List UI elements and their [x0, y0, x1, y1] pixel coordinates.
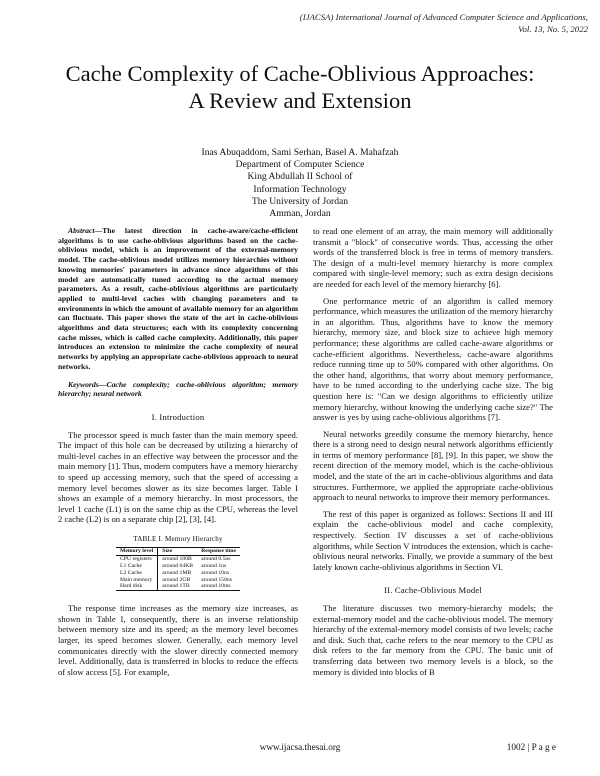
table-cell: Main memory — [116, 577, 158, 584]
table-cell: CPU registers — [116, 556, 158, 563]
author-names: Inas Abuqaddom, Sami Serhan, Basel A. Mahafzah — [201, 147, 399, 158]
table-cell: L2 Cache — [116, 570, 158, 577]
table-row — [116, 556, 240, 563]
journal-volume: Vol. 13, No. 5, 2022 — [518, 23, 588, 34]
memory-hierarchy-table — [116, 547, 240, 591]
right-paragraph-3: Neural networks greedily consume the memory hierarchy, hence there is a strong need to design neural network algorithms efficiently in terms of memory performance [8], [9]. In this paper, we show the recent direction of the memory model, which is the cache-oblivious model, and the state of the art in cache-oblivious algorithms and data structures. Furthermore, we applied the appropriate cache-oblivious approach to neural networks to improve their memory performances. — [313, 428, 553, 503]
table-caption: TABLE I. Memory Hierarchy — [133, 534, 223, 543]
affiliation-university: The University of Jordan — [251, 195, 349, 207]
title-line-2: A Review and Extension — [188, 88, 412, 113]
right-paragraph-2: One performance metric of an algorithm is called memory performance, which measures the utilization of the memory hierarchy in an algorithm. Thus, algorithms have to know the memory hierarchy, memory size, and block size to achieve high memory performance; these algorithms are called cache-aware algorithms or cache-efficient algorithms. Nevertheless, cache-aware algorithms reduce running time up to 50% compared with other algorithms. On the other hand, algorithms, that worry about memory performance, have to be tuned according to the underlying cache size. The big question here is: "Can we design algorithms to efficiently utilize memory hierarchy, without knowing the underlying cache size?" The answer is yes by using cache-oblivious algorithms [7]. — [313, 295, 553, 423]
table-cell: around 1MB — [162, 569, 192, 576]
table-cell: around 1TB — [162, 583, 190, 590]
table-header-cell: Memory level — [116, 548, 158, 556]
affiliation-city: Amman, Jordan — [269, 208, 331, 220]
footer-url: www.ijacsa.thesai.org — [259, 742, 341, 752]
table-cell: L1 Cache — [116, 563, 158, 570]
table-cell: around 10ms — [201, 583, 231, 590]
affiliation-school: King Abdullah II School of — [247, 171, 353, 183]
table-cell: around 100B — [162, 556, 192, 563]
table-header-cell: Response time — [197, 548, 240, 556]
table-row — [116, 563, 240, 570]
abstract-text: —The latest direction in cache-aware/cache-efficient algorithms is to use cache-oblivious algorithms based on the cache-oblivious model, which is an improvement of the external-memory model. The cache-oblivious model utilizes memory hierarchies without knowing memories' parameters in advance since algorithms of this model are automatically tuned according to the actual memory parameters. As a result, cache-oblivious algorithms are particularly applied to multi-level caches with changing parameters and to environments in which the amount of available memory for an algorithm can fluctuate. This paper shows the state of the art in cache-oblivious algorithms and data structures; each with its complexity concerning cache misses, which is called cache complexity. Additionally, this paper introduces an extension to minimize the cache complexity of neural networks by applying an appropriate cache-oblivious approach to neural networks. — [58, 226, 298, 371]
intro-paragraph-1: The processor speed is much faster than the main memory speed. The impact of this hole can be decreased by utilizing a hierarchy of multi-level caches in an effective way between the processor and the main memory [1]. Thus, modern computers have a memory hierarchy to speed up accessing memory, such that the speed of accessing a memory level becomes slower as its size becomes larger. Table I shows an example of a memory hierarchy. In most processors, the level 1 cache (L1) is on the same chip as the CPU, whereas the level 2 cache (L2) is on a separate chip [2], [3], [4]. — [58, 429, 298, 525]
affiliation-dept: Department of Computer Science — [235, 159, 365, 171]
author-block — [100, 147, 500, 220]
table-header-row — [116, 548, 240, 556]
keywords — [58, 380, 298, 399]
affiliation-school-2: Information Technology — [253, 183, 347, 195]
title-line-1: Cache Complexity of Cache-Oblivious Approaches: — [65, 61, 535, 86]
table-row — [116, 570, 240, 577]
right-paragraph-4: The rest of this paper is organized as follows: Sections II and III explain the cache-oblivious model and cache complexity, respectively. Section IV discusses a set of cache-oblivious algorithms, while Section V introduces the extension, which is cache-oblivious neural networks. Finally, we provide a summary of the best lately known cache-oblivious algorithms in Section VI. — [313, 508, 553, 572]
abstract — [58, 226, 298, 372]
table-row — [116, 577, 240, 584]
table-cell: Hard disk — [116, 583, 158, 590]
intro-paragraph-2: The response time increases as the memory size increases, as shown in Table I, consequently, there is an inverse relationship between memory size and its speed; as the memory level becomes larger, its speed becomes slower. Generally, each memory level communicates directly with the slower directly connected memory level. Additionally, data is transferred in blocks to reduce the effects of slow access [5]. For example, — [58, 603, 298, 677]
paper-title — [20, 60, 580, 114]
table-row — [116, 583, 240, 590]
table-cell: around 1ns — [201, 563, 227, 570]
journal-name: (IJACSA) International Journal of Advanced Computer Science and Applications, — [299, 12, 588, 22]
model-paragraph-1: The literature discusses two memory-hierarchy models; the external-memory model and the cache-oblivious model. The memory hierarchy of the external-memory model consists of two levels; cache and disk. Such that, cache refers to the near memory to the CPU as disk refers to the far memory from the CPU. The basic unit of transferring data between two memory levels is a block, so the memory is divided into blocks of B — [313, 603, 553, 677]
table-cell: around 150ns — [201, 576, 232, 583]
keywords-label: Keywords — [68, 379, 99, 389]
right-paragraph-1: to read one element of an array, the main memory will additionally transmit a "block" of consecutive words. Thus, accessing the other words of the transferred block is free in terms of memory transfers. The design of a multi-level memory hierarchy is more complex compared with single-level memory; such as extra design decisions are needed for each level of the memory hierarchy [6]. — [313, 226, 553, 289]
right-column — [313, 226, 553, 683]
table-cell: around 2GB — [162, 576, 191, 583]
table-header-cell: Size — [158, 548, 197, 556]
section-heading-model: II. Cache-Oblivious Model — [384, 585, 482, 596]
table-cell: around 64KB — [162, 563, 194, 570]
keywords-text: —Cache complexity; cache-oblivious algorithm; memory hierarchy; neural network — [58, 379, 298, 399]
table-cell: around 0.5ns — [201, 556, 231, 563]
journal-header — [188, 12, 588, 35]
abstract-label: Abstract — [68, 226, 95, 235]
table-cell: around 10ns — [201, 569, 230, 576]
left-column — [58, 226, 298, 683]
section-heading-introduction: I. Introduction — [151, 411, 205, 422]
footer-page-number: 1002 | P a g e — [506, 742, 556, 752]
